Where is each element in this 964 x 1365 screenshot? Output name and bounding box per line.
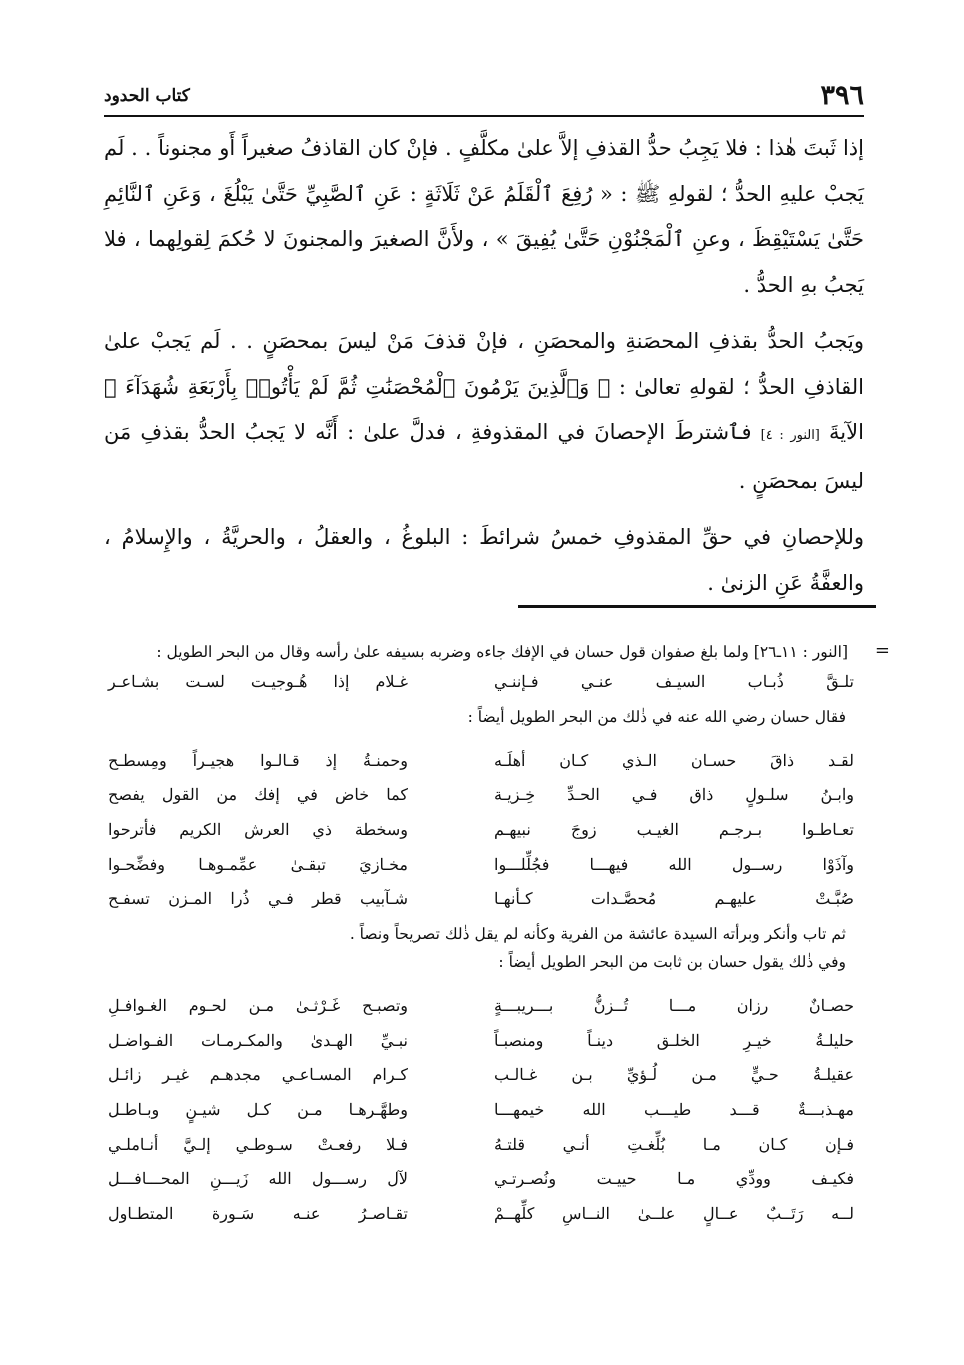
verse-hemistich-1: حصـانٌ رزان مـــا تُــزنُّ بـــريبـــةٍ (494, 995, 854, 1015)
main-text (104, 126, 864, 617)
paragraph-3: وللإحصانِ في حقِّ المقذوفِ خمسُ شرائطَ : البلوغُ ، والعقلُ ، والحريَّةُ ، والإِسلامُ ، والعفَّةُ عَنِ الزنىٰ . (104, 525, 864, 595)
verse-hemistich-1: لقـد ذاقَ حسـان الـذي كـان أهلَـه (494, 750, 854, 770)
book-title: كتاب الحدود (104, 86, 190, 106)
verse-hemistich-1: صُبَّـتْ عليهـم مُحصَّـدات كـأنهـا (494, 889, 854, 909)
verse-hemistich-2: وطهَّـرهـا مـن كـل شيـنٍ وبـاطـل (108, 1100, 408, 1120)
verse-line (104, 743, 864, 778)
verse-hemistich-1: مهـذبـــةٌ قـــد طيـــب الله خيمهـــا (494, 1100, 854, 1120)
verse-line (104, 1162, 864, 1197)
verse-hemistich-2: وحمنـةُ إذ قـالـوا هجيـراً ومِسطـح (108, 750, 408, 770)
verse-line (104, 1127, 864, 1162)
footnote-bridge-3: وفي ذٰلك يقول حسان بن ثابت من البحر الطويل أيضاً : (498, 953, 846, 972)
poem-1 (104, 664, 864, 699)
verse-hemistich-2: مخـازيَ تبقـىٰ عمِّمـوهـا وفضِّحـوا (108, 854, 408, 874)
verse-hemistich-1: وابـنُ سلـولٍ ذاق فـي الحـدِّ خِـزيـة (494, 785, 854, 805)
verse-line (104, 1058, 864, 1093)
running-header (104, 78, 864, 112)
verse-line (104, 1092, 864, 1127)
verse-hemistich-1: فكيـف وودِّي مـا حييـت ونُصـرتـي (494, 1169, 854, 1189)
continuation-mark: = (874, 640, 890, 661)
verse-hemistich-2: كـرام المسـاعـي مجدهـم غيـر زائـل (108, 1065, 408, 1085)
footnote-bridge-1: فقال حسان رضي الله عنه في ذٰلك من البحر الطويل أيضاً : (467, 707, 846, 726)
verse-line (104, 812, 864, 847)
verse-hemistich-2: كما خاض في إفك من القول يفصح (108, 785, 408, 805)
verse-line (104, 1023, 864, 1058)
footnote-separator (518, 605, 876, 608)
footnote (104, 640, 890, 1235)
verse-hemistich-1: لــه رَتَــبٌ عــالٍ علــىٰ النــاسِ كلِّهــمْ (494, 1204, 854, 1224)
verse-hemistich-2: نبـيِّ الهـدىٰ والمكـرمـات الفـواضـل (108, 1030, 408, 1050)
verse-line (104, 881, 864, 916)
verse-hemistich-2: وتصبـح غَـرْثـىٰ مـن لحـوم الغـوافـلِ (108, 995, 408, 1015)
verse-hemistich-1: عقيلـةُ حـيٍّ مـن لُـؤيِّ بـن غـالـب (494, 1065, 854, 1085)
verse-hemistich-2: شـآبيب قطر فـي ذُرا المـزن تسفـح (108, 889, 408, 909)
verse-line (104, 777, 864, 812)
paragraph-2-cont: فٱشترطَ الإحصانَ في المقذوفةِ ، فدلَّ علىٰ : أَنَّه لا يَجبُ الحدُّ بقذفِ مَن ليسَ بمحصَنٍ . (104, 420, 864, 493)
verse-hemistich-2: تقـاصـرُ عنـه سَـورة المتطـاول (108, 1204, 408, 1224)
page-number: ٣٩٦ (820, 80, 864, 111)
verse-hemistich-2: لآل رســـول الله زَيـــنِ المحـــافـــل (108, 1169, 408, 1189)
verse-hemistich-2: فـلا رفعـتْ سـوطـي إلـيَّ أنـاملـي (108, 1134, 408, 1154)
verse-line (104, 664, 864, 699)
paragraph-2 (104, 319, 864, 504)
verse-hemistich-2: غـلام إذا هُـوجيـت لسـت بشـاعـر (108, 671, 408, 691)
verse-line (104, 988, 864, 1023)
verse-line (104, 1196, 864, 1231)
paragraph-2-text: ويَجبُ الحدُّ بقذفِ المحصَنةِ والمحصَنِ ، فإنْ قذفَ مَنْ ليسَ بمحصَنٍ . . لَم يَجبْ علىٰ القاذفِ الحدُّ ؛ لقولهِ تعالىٰ : ﴿ وَٱلَّذِينَ يَرْمُونَ ٱلْمُحْصَنَٰتِ ثُمَّ لَمْ يَأْتُوا۟ بِأَرْبَعَةِ شُهَدَآءَ ﴾ الآيةَ (104, 329, 864, 444)
footnote-intro: [النور : ١١ـ٢٦] ولما بلغ صفوان قول حسان في الإفك جاءه وضربه بسيفه علىٰ رأسه وقال من البحر الطويل : (156, 643, 848, 661)
verse-hemistich-1: وآذَوْا رســول الله فيهـــا فجُلِّلـــوا (494, 854, 854, 874)
header-rule (104, 115, 864, 117)
poem-3 (104, 988, 864, 1231)
quran-reference: [النور : ٤] (760, 428, 820, 443)
verse-hemistich-1: حليلـةُ خيـرِ الخلـق دينـاً ومنصبـاً (494, 1030, 854, 1050)
verse-line (104, 847, 864, 882)
verse-hemistich-1: تعـاطـوا بـرجـم الغيـب زوجَ نبيهـم (494, 819, 854, 839)
paragraph-1: إذا ثَبتَ هٰذا : فلا يَجِبُ حدُّ القذفِ إلاَّ علىٰ مكلَّفٍ . فإنْ كان القاذفُ صغيراً أَو مجنوناً . . لَم يَجبْ عليهِ الحدُّ ؛ لقولهِ ﷺ : « رُفِعَ ٱلْقَلَمُ عَنْ ثَلَاثَةٍ : عَنِ ٱلصَّبِيِّ حَتَّىٰ يَبْلُغَ ، وَعَنِ ٱلنَّائِمِ حَتَّىٰ يَسْتَيْقِظَ ، وعنِ ٱلْمَجْنُوْنِ حَتَّىٰ يُفِيقَ » ، ولأَنَّ الصغيرَ والمجنونَ لا حُكمَ لِقولِهما ، فلا يَجبُ بهِ الحدُّ . (104, 136, 864, 297)
footnote-bridge-2: ثم تاب وأنكر وبرأته السيدة عائشة من الفرية وكأنه لم يقل ذٰلك تصريحاً ونصاً . (349, 925, 846, 944)
verse-hemistich-2: وسخطة ذي العرش الكريم فأترحوا (108, 819, 408, 839)
verse-hemistich-1: تلـقَّ ذُبـاب السيـف عنـي فـإننـي (494, 671, 854, 691)
poem-2 (104, 743, 864, 916)
verse-hemistich-1: فـإن كـان مـا بُلِّغـتِ أنـي قلتـهُ (494, 1134, 854, 1154)
